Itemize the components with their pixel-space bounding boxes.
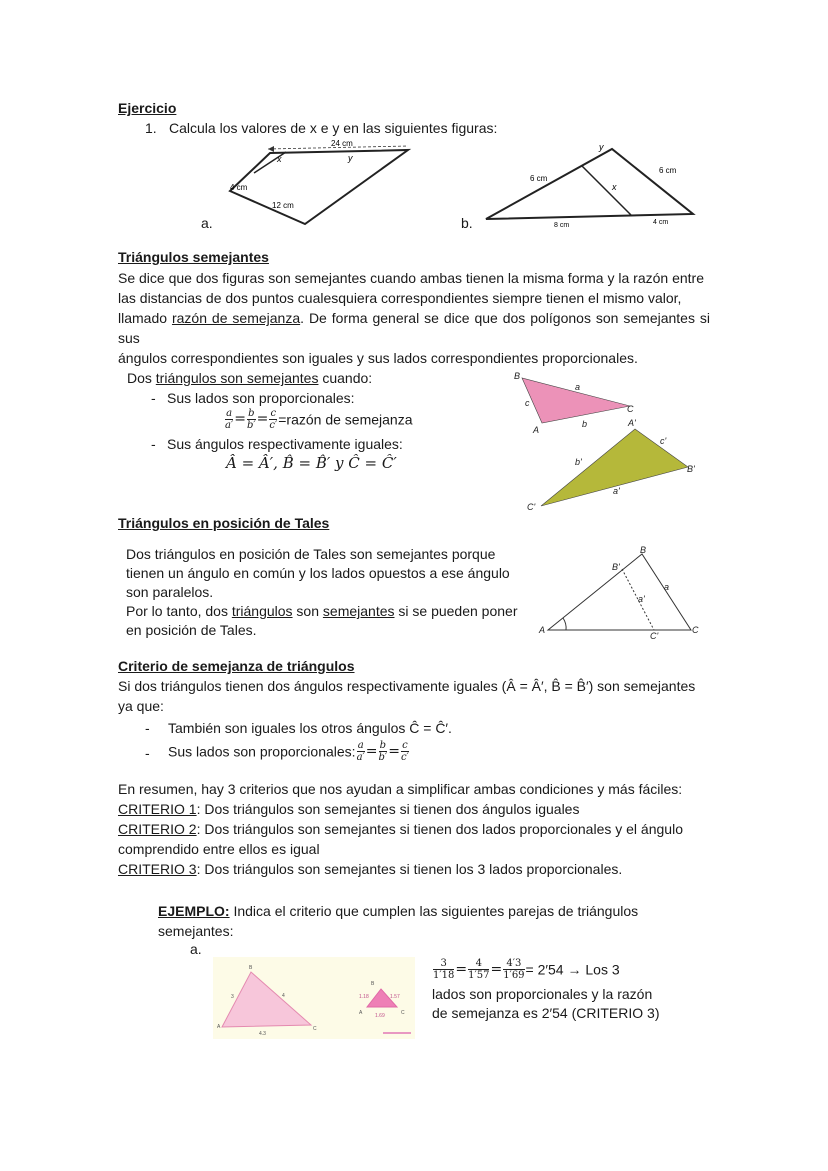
fig-b-right-label: 6 cm: [659, 166, 677, 175]
fig-a-x-label: x: [277, 154, 282, 164]
svg-text:a': a': [638, 594, 645, 604]
svg-text:a: a: [664, 582, 670, 592]
tales-figure: [536, 542, 711, 644]
similarity-ratio-term: razón de semejanza: [171, 310, 301, 326]
svg-text:C': C': [650, 631, 659, 641]
svg-text:1.69: 1.69: [375, 1013, 385, 1019]
fig-b-x-label: x: [612, 182, 617, 192]
figure-b-triangle: [478, 135, 703, 230]
example-result: = 2′54 → Los 3: [525, 961, 620, 978]
similar-p1: Se dice que dos figuras son semejantes cuando ambas tienen la misma forma y la razón entre: [118, 270, 704, 286]
frac-c: $\frac{c}{c'}$: [269, 408, 278, 431]
svg-text:B: B: [249, 965, 253, 971]
svg-text:B': B': [612, 562, 620, 572]
criteria-summary: [118, 779, 710, 879]
svg-text:A': A': [628, 418, 636, 428]
bullet-dash-1: -: [151, 390, 156, 406]
summary-text: En resumen, hay 3 criterios que nos ayudan a simplificar ambas condiciones y más fáciles:: [118, 781, 683, 797]
svg-text:B': B': [687, 464, 695, 474]
example-intro: EJEMPLO: Indica el criterio que cumplen las siguientes parejas de triángulos semejantes:: [158, 903, 639, 939]
svg-text:C: C: [692, 625, 699, 635]
svg-text:b: b: [582, 419, 588, 429]
similar-condition: Dos triángulos son semejantes cuando:: [127, 370, 373, 386]
svg-text:c': c': [660, 436, 667, 446]
figure-a-label: a.: [201, 215, 213, 231]
svg-text:c: c: [525, 398, 530, 408]
svg-text:C: C: [627, 404, 634, 414]
svg-text:3: 3: [231, 994, 234, 1000]
example-triangles-image: [213, 957, 415, 1039]
fig-b-left-label: 6 cm: [530, 174, 548, 183]
svg-text:B: B: [640, 545, 647, 555]
ratio-formula: $\frac{a}{a'}$ = $\frac{b}{b'}$ = $\frac{c}{c'}$ =razón de semejanza: [225, 408, 413, 431]
tales-l2: tienen un ángulo en común y los lados opuestos a ese ángulo: [126, 565, 510, 581]
svg-text:a: a: [575, 382, 581, 392]
svg-text:4: 4: [282, 993, 285, 999]
frac-b: $\frac{b}{b'}$: [246, 408, 256, 431]
criterion-1: CRITERIO 1: Dos triángulos son semejantes si tienen dos ángulos iguales: [118, 801, 580, 817]
criterion-2: CRITERIO 2: Dos triángulos son semejantes si tienen dos lados proporcionales y el ángulo: [118, 821, 683, 837]
svg-text:A: A: [533, 425, 540, 435]
svg-text:b': b': [575, 457, 582, 467]
figure-a-trapezoid: [190, 135, 420, 235]
similar-bullet-1: Sus lados son proporcionales:: [167, 390, 355, 406]
svg-text:1.57: 1.57: [390, 994, 400, 1000]
svg-text:1.18: 1.18: [359, 994, 369, 1000]
fig-b-base-left-label: 8 cm: [554, 222, 570, 229]
criterion-p2: ya que:: [118, 698, 164, 714]
figure-b-label: b.: [461, 215, 473, 231]
similar-p4: ángulos correspondientes son iguales y sus lados correspondientes proporcionales.: [118, 350, 638, 366]
svg-text:B: B: [371, 981, 375, 987]
similar-bullet-2: Sus ángulos respectivamente iguales:: [167, 436, 403, 452]
tales-l5: en posición de Tales.: [126, 622, 257, 638]
tales-heading: Triángulos en posición de Tales: [118, 515, 330, 531]
ratio-label: =razón de semejanza: [278, 411, 413, 428]
angles-formula: Â = Â′, B̂ = B̂′ y Ĉ = Ĉ′: [226, 454, 397, 472]
frac-a: $\frac{a}{a'}$: [225, 408, 234, 431]
similar-heading: Triángulos semejantes: [118, 249, 269, 265]
similar-paragraph: [118, 268, 710, 368]
similar-p2: las distancias de dos puntos cualesquiera correspondientes siempre tienen el mismo valor,: [118, 290, 682, 306]
exercise-item-text: Calcula los valores de x e y en las siguientes figuras:: [169, 120, 498, 136]
svg-text:A: A: [539, 625, 546, 635]
criterion-dash-2: -: [145, 745, 150, 761]
criterion-2-cont: comprendido entre ellos es igual: [118, 841, 320, 857]
svg-text:B: B: [514, 371, 521, 381]
example-item: a.: [190, 941, 202, 957]
svg-text:A: A: [359, 1010, 363, 1016]
criterion-bullet-1: También son iguales los otros ángulos Ĉ = Ĉ′.: [168, 720, 452, 736]
exercise-item-number: 1.: [145, 120, 157, 136]
criterion-p1: Si dos triángulos tienen dos ángulos respectivamente iguales (Â = Â′, B̂ = B̂′) son semejantes: [118, 678, 696, 694]
example-line-2: lados son proporcionales y la razón: [432, 986, 653, 1002]
tales-l3: son paralelos.: [126, 584, 214, 600]
tales-l4: Por lo tanto, dos triángulos son semejantes si se pueden poner: [126, 603, 518, 619]
fig-b-y-label: y: [599, 142, 604, 152]
tales-paragraph: [126, 545, 521, 640]
svg-text:C': C': [527, 502, 536, 512]
bullet-dash-2: -: [151, 436, 156, 452]
svg-text:4.3: 4.3: [259, 1031, 266, 1037]
criterion-3: CRITERIO 3: Dos triángulos son semejantes si tienen los 3 lados proporcionales.: [118, 861, 623, 877]
svg-text:C: C: [313, 1026, 317, 1032]
similar-triangles-figure: [505, 366, 715, 518]
example-line-3: de semejanza es 2′54 (CRITERIO 3): [432, 1005, 660, 1021]
fig-a-left-label: 4 cm: [230, 183, 248, 192]
fig-a-top-label: 24 cm: [331, 139, 353, 148]
similar-p3: llamado razón de semejanza. De forma general se dice que dos polígonos son semejantes si sus: [118, 310, 711, 346]
criterion-heading: Criterio de semejanza de triángulos: [118, 658, 355, 674]
fig-a-bottom-label: 12 cm: [272, 201, 294, 210]
fig-b-base-right-label: 4 cm: [653, 219, 669, 226]
criterion-dash-1: -: [145, 720, 150, 736]
svg-text:a': a': [613, 486, 620, 496]
svg-text:A: A: [217, 1024, 221, 1030]
example-ratio-formula: $\frac{3}{1'18}$ = $\frac{4}{1'57}$ = $\frac{4'3}{1'69}$ = 2′54 → Los 3: [433, 958, 620, 981]
criterion-bullet-2: Sus lados son proporcionales: $\frac{a}{a'}$ = $\frac{b}{b'}$ = $\frac{c}{c'}$: [168, 740, 409, 763]
svg-text:C: C: [401, 1010, 405, 1016]
fig-a-y-label: y: [348, 153, 353, 163]
tales-l1: Dos triángulos en posición de Tales son semejantes porque: [126, 546, 496, 562]
example-label: EJEMPLO:: [158, 903, 230, 919]
exercise-heading: Ejercicio: [118, 100, 177, 116]
